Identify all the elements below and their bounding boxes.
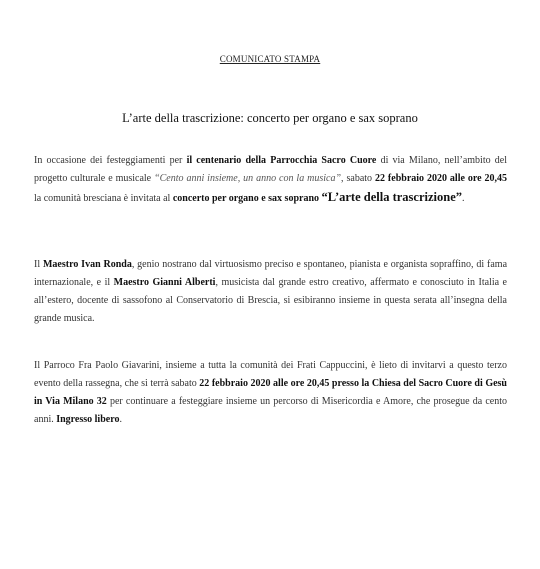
text: per continuare a festeggiare insieme un percorso di Misericordia e Amore, che prosegue da cento anni. (34, 396, 507, 425)
paragraph-performers (34, 256, 507, 328)
text: di via Milano, nell’ambito del progetto culturale e musicale (34, 155, 508, 184)
document-title: L’arte della trascrizione: concerto per organo e sax soprano (122, 111, 418, 125)
text: . (462, 193, 465, 204)
text: Il (34, 259, 43, 270)
event-date-location: 22 febbraio 2020 alle ore 20,45 presso la Chiesa del Sacro Cuore di Gesù in Via Milano 32 (34, 378, 507, 407)
concert-title: “L’arte della trascrizione” (321, 190, 462, 204)
text: , genio nostrano dal virtuosismo preciso e spontaneo, pianista e organista sopraffino, di fama internazionale, e il (34, 259, 508, 288)
event-date: 22 febbraio 2020 alle ore 20,45 (374, 173, 507, 184)
paragraph-invitation (34, 357, 507, 429)
text: . (119, 414, 122, 425)
free-entry: Ingresso libero (56, 414, 120, 425)
project-name: “Cento anni insieme, un anno con la musica” (154, 173, 342, 184)
performer-alberti: Maestro Gianni Alberti (113, 277, 216, 288)
text: la comunità bresciana è invitata al (34, 193, 173, 204)
text: , musicista dal grande estro creativo, affermato e conosciuto in Italia e all’estero, docente di sassofono al Conservatorio di Brescia, si esibiranno insieme in questa serata all’insegna della grande musica. (34, 277, 507, 324)
document-heading: COMUNICATO STAMPA (219, 54, 321, 64)
paragraph-event-intro (34, 152, 507, 208)
centenary-highlight: il centenario della Parrocchia Sacro Cuore (186, 155, 377, 166)
text: , sabato (341, 173, 375, 184)
performer-ronda: Maestro Ivan Ronda (42, 259, 132, 270)
text: In occasione dei festeggiamenti per (34, 155, 187, 166)
text: Il Parroco Fra Paolo Giavarini, insieme a tutta la comunità dei Frati Cappuccini, è lieto di invitarvi a questo terzo evento della rassegna, che si terrà sabato (34, 360, 507, 389)
concert-type: concerto per organo e sax soprano (172, 193, 320, 204)
